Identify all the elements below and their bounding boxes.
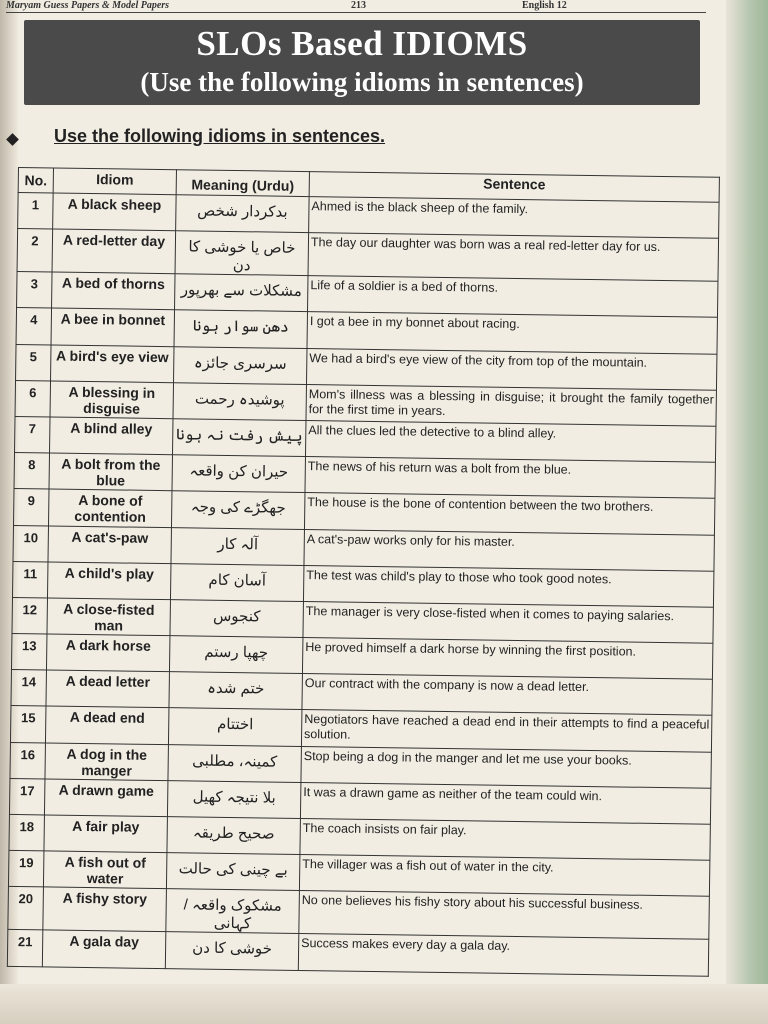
meaning-cell: دھن سوار ہونا xyxy=(174,310,307,348)
row-number: 4 xyxy=(16,308,52,345)
row-number: 19 xyxy=(8,851,44,888)
meaning-cell: صحیح طریقہ xyxy=(167,817,300,855)
header-meaning: Meaning (Urdu) xyxy=(176,170,309,197)
page-number: 213 xyxy=(351,0,366,11)
row-number: 9 xyxy=(14,489,50,526)
idiom-cell: A dead letter xyxy=(46,670,169,708)
sentence-cell: The manager is very close-fisted when it comes to paying salaries. xyxy=(303,601,713,643)
meaning-cell: خاص یا خوشی کا دن xyxy=(175,231,309,276)
sentence-cell: No one believes his fishy story about his successful business. xyxy=(299,891,710,940)
idiom-cell: A black sheep xyxy=(53,193,176,231)
meaning-cell: چھپا رستم xyxy=(169,636,302,674)
sentence-cell: Our contract with the company is now a dead letter. xyxy=(302,674,712,716)
idiom-cell: A cat's-paw xyxy=(48,525,171,563)
row-number: 12 xyxy=(12,597,48,634)
idiom-cell: A dark horse xyxy=(46,634,169,672)
idiom-cell: A close-fisted man xyxy=(47,598,170,636)
idiom-cell: A fish out of water xyxy=(43,851,166,889)
meaning-cell: کمینہ، مطلبی xyxy=(168,744,301,782)
sentence-cell: The villager was a fish out of water in the city. xyxy=(299,855,709,897)
idiom-cell: A child's play xyxy=(47,562,170,600)
row-number: 21 xyxy=(7,930,43,967)
row-number: 3 xyxy=(17,272,53,309)
sentence-cell: Success makes every day a gala day. xyxy=(298,934,708,976)
sentence-cell: The coach insists on fair play. xyxy=(300,819,710,861)
idiom-cell: A gala day xyxy=(42,930,165,968)
sentence-cell: Stop being a dog in the manger and let me use your books. xyxy=(301,746,711,788)
instruction-heading: Use the following idioms in sentences. xyxy=(54,126,386,146)
meaning-cell: مشکوک واقعہ / کہانی xyxy=(166,889,300,934)
meaning-cell: اختتام xyxy=(168,708,301,746)
idiom-cell: A drawn game xyxy=(44,779,167,817)
header-idiom: Idiom xyxy=(53,168,176,195)
row-number: 7 xyxy=(15,416,51,453)
row-number: 13 xyxy=(11,634,47,671)
idiom-cell: A bolt from the blue xyxy=(49,453,172,491)
meaning-cell: خوشی کا دن xyxy=(165,932,298,970)
page-bottom-edge xyxy=(0,984,768,1024)
meaning-cell: آلہ کار xyxy=(171,527,304,565)
meaning-cell: ختم شدہ xyxy=(169,672,302,710)
sentence-cell: The house is the bone of contention between the two brothers. xyxy=(304,493,714,535)
meaning-cell: پیش رفت نہ ہونا xyxy=(172,419,305,457)
idiom-cell: A bed of thorns xyxy=(52,272,175,310)
header-no: No. xyxy=(18,168,53,193)
page-subtitle: (Use the following idioms in sentences) xyxy=(140,67,584,97)
idiom-cell: A fair play xyxy=(44,815,167,853)
sentence-cell: Ahmed is the black sheep of the family. xyxy=(309,197,719,239)
sentence-cell: We had a bird's eye view of the city from top of the mountain. xyxy=(306,348,716,390)
idiom-cell: A dead end xyxy=(45,706,168,744)
row-number: 8 xyxy=(14,453,50,490)
idiom-cell: A blessing in disguise xyxy=(50,381,173,419)
idiom-cell: A bone of contention xyxy=(48,489,171,527)
page-edge xyxy=(726,0,768,1024)
subject-label: English 12 xyxy=(522,0,567,11)
sentence-cell: The test was child's play to those who took good notes. xyxy=(303,565,713,607)
sentence-cell: I got a bee in my bonnet about racing. xyxy=(307,312,717,354)
title-banner xyxy=(24,20,700,105)
row-number: 10 xyxy=(13,525,49,562)
idiom-cell: A fishy story xyxy=(43,887,167,932)
sentence-cell: The day our daughter was born was a real red-letter day for us. xyxy=(308,233,719,282)
meaning-cell: جھگڑے کی وجہ xyxy=(171,491,304,529)
header-sentence: Sentence xyxy=(309,172,719,203)
row-number: 16 xyxy=(10,742,46,779)
idiom-cell: A dog in the manger xyxy=(45,743,168,781)
row-number: 1 xyxy=(18,193,54,230)
meaning-cell: سرسری جائزہ xyxy=(174,346,307,384)
sentence-cell: A cat's-paw works only for his master. xyxy=(304,529,714,571)
meaning-cell: مشکلات سے بھرپور xyxy=(175,274,308,312)
row-number: 18 xyxy=(9,814,45,851)
meaning-cell: بدکردار شخص xyxy=(176,195,309,233)
meaning-cell: بے چینی کی حالت xyxy=(166,853,299,891)
idiom-cell: A blind alley xyxy=(50,417,173,455)
running-header xyxy=(6,0,706,13)
meaning-cell: پوشیدہ رحمت xyxy=(173,382,306,420)
row-number: 6 xyxy=(15,380,51,417)
meaning-cell: کنجوس xyxy=(170,600,303,638)
sentence-cell: All the clues led the detective to a blind alley. xyxy=(305,420,715,462)
row-number: 14 xyxy=(11,670,47,707)
row-number: 17 xyxy=(9,778,45,815)
idiom-cell: A bee in bonnet xyxy=(51,308,174,346)
sentence-cell: Mom's illness was a blessing in disguise; it brought the family together for the first time in years. xyxy=(306,384,716,426)
table-body xyxy=(7,193,719,976)
row-number: 15 xyxy=(10,706,46,743)
row-number: 5 xyxy=(16,344,52,381)
row-number: 20 xyxy=(8,887,44,930)
idioms-table xyxy=(7,167,720,976)
publisher-name: Maryam Guess Papers & Model Papers xyxy=(6,0,170,11)
meaning-cell: آسان کام xyxy=(170,563,303,601)
row-number: 11 xyxy=(12,561,48,598)
page-title: SLOs Based IDIOMS xyxy=(196,24,528,63)
meaning-cell: حیران کن واقعہ xyxy=(172,455,305,493)
sentence-cell: It was a drawn game as neither of the team could win. xyxy=(300,782,710,824)
sentence-cell: Negotiators have reached a dead end in their attempts to find a peaceful solution. xyxy=(301,710,711,752)
sentence-cell: Life of a soldier is a bed of thorns. xyxy=(308,276,718,318)
idiom-cell: A red-letter day xyxy=(52,229,176,274)
sentence-cell: He proved himself a dark horse by winning the first position. xyxy=(302,638,712,680)
meaning-cell: بلا نتیجہ کھیل xyxy=(167,780,300,818)
idiom-cell: A bird's eye view xyxy=(51,345,174,383)
row-number: 2 xyxy=(17,229,53,272)
sentence-cell: The news of his return was a bolt from the blue. xyxy=(305,457,715,499)
